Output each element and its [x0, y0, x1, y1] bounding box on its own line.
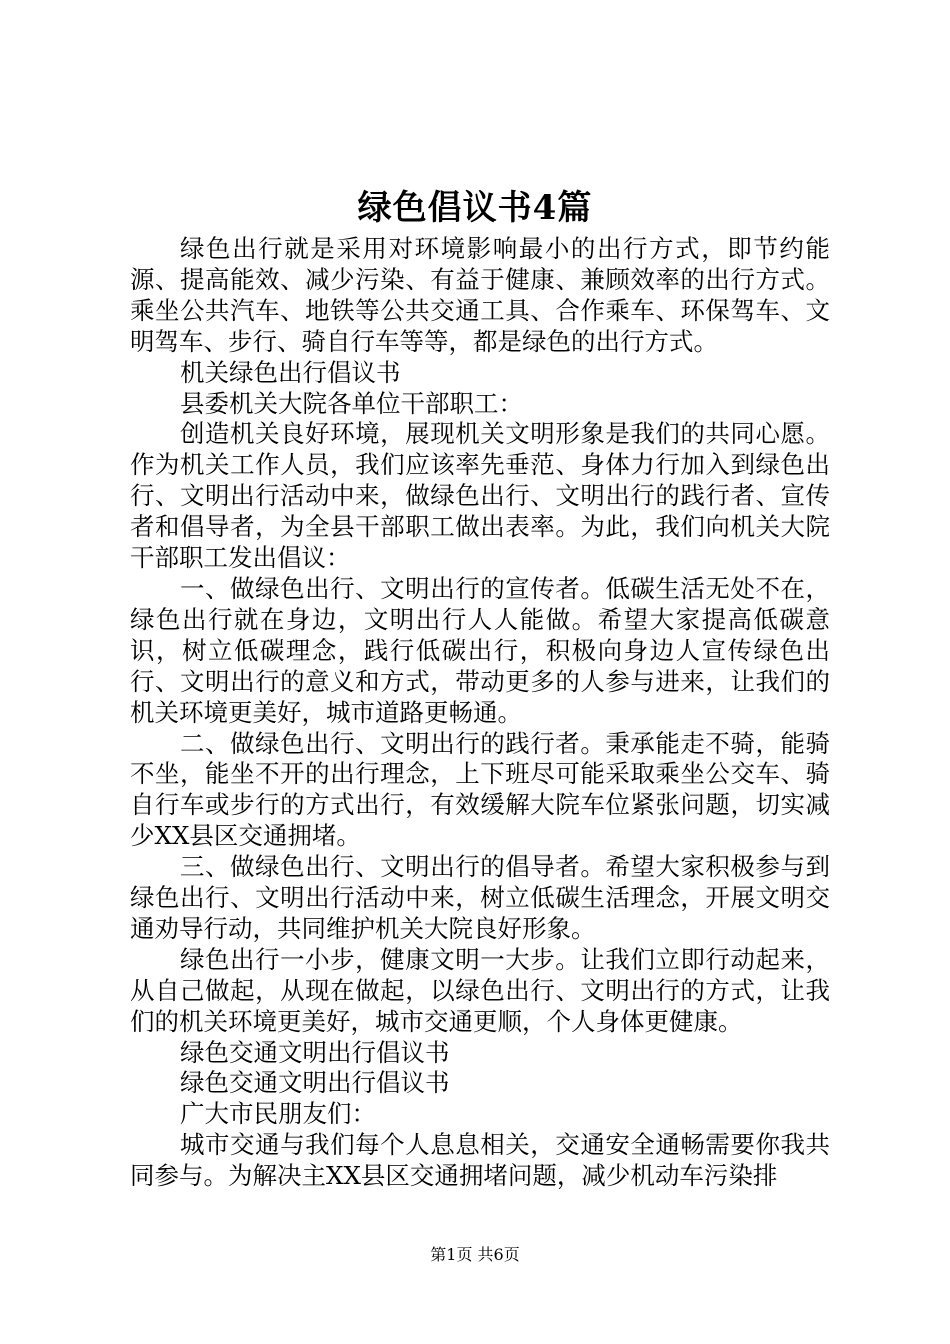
document-title: 绿色倡议书4篇	[357, 188, 593, 228]
paragraph-heading-traffic-1: 绿色交通文明出行倡议书	[180, 1037, 450, 1067]
paragraph-agency-intro: 创造机关良好环境，展现机关文明形象是我们的共同心愿。作为机关工作人员，我们应该率先垂范、身体力行加入到绿色出行、文明出行活动中来，做绿色出行、文明出行的践行者、宣传者和倡导者，为全县干部职工做出表率。为此，我们向机关大院干部职工发出倡议：	[130, 419, 830, 573]
paragraph-heading-agency: 机关绿色出行倡议书	[180, 357, 401, 387]
paragraph-point-one: 一、做绿色出行、文明出行的宣传者。低碳生活无处不在，绿色出行就在身边，文明出行人人能做。希望大家提高低碳意识，树立低碳理念，践行低碳出行，积极向身边人宣传绿色出行、文明出行的意义和方式，带动更多的人参与进来，让我们的机关环境更美好，城市道路更畅通。	[130, 573, 830, 727]
paragraph-closing: 绿色出行一小步，健康文明一大步。让我们立即行动起来，从自己做起，从现在做起，以绿色出行、文明出行的方式，让我们的机关环境更美好，城市交通更顺，个人身体更健康。	[130, 944, 830, 1036]
paragraph-traffic-intro: 城市交通与我们每个人息息相关，交通安全通畅需要你我共同参与。为解决主XX县区交通拥堵问题，减少机动车污染排	[130, 1130, 830, 1191]
paragraph-point-three: 三、做绿色出行、文明出行的倡导者。希望大家积极参与到绿色出行、文明出行活动中来，树立低碳生活理念，开展文明交通劝导行动，共同维护机关大院良好形象。	[130, 852, 830, 943]
document-body	[130, 234, 830, 1192]
paragraph-point-two: 二、做绿色出行、文明出行的践行者。秉承能走不骑，能骑不坐，能坐不开的出行理念，上下班尽可能采取乘坐公交车、骑自行车或步行的方式出行，有效缓解大院车位紧张问题，切实减少XX县区交通拥堵。	[130, 728, 830, 851]
paragraph-salutation-agency: 县委机关大院各单位干部职工：	[180, 388, 523, 418]
paragraph-heading-traffic-2: 绿色交通文明出行倡议书	[180, 1068, 450, 1098]
page-footer: 第1页 共6页	[430, 1245, 520, 1264]
paragraph-intro: 绿色出行就是采用对环境影响最小的出行方式，即节约能源、提高能效、减少污染、有益于健康、兼顾效率的出行方式。乘坐公共汽车、地铁等公共交通工具、合作乘车、环保驾车、文明驾车、步行、骑自行车等等，都是绿色的出行方式。	[130, 234, 830, 356]
paragraph-salutation-citizens: 广大市民朋友们：	[180, 1099, 376, 1129]
